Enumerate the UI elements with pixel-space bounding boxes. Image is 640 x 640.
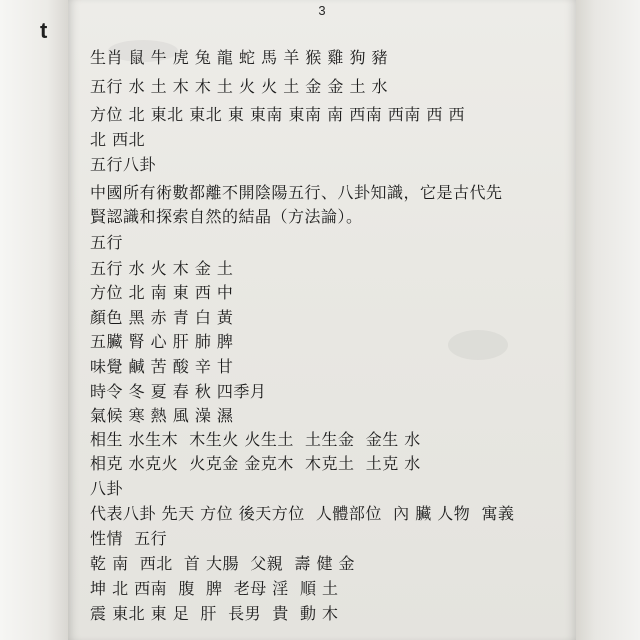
text-line: 方位 北 南 東 西 中 — [90, 283, 234, 302]
section-heading: 八卦 — [90, 479, 124, 498]
text-line: 味覺 鹹 苦 酸 辛 甘 — [90, 357, 234, 376]
right-background — [576, 0, 640, 640]
text-line: 生肖 鼠 牛 虎 兔 龍 蛇 馬 羊 猴 雞 狗 豬 — [90, 48, 389, 67]
section-heading: 五行 — [90, 233, 124, 252]
text-line: 時令 冬 夏 春 秋 四季月 — [90, 382, 267, 401]
text-line: 五行 水 土 木 木 土 火 火 土 金 金 土 水 — [90, 77, 389, 96]
document-page — [68, 0, 576, 640]
page-number: 3 — [318, 3, 326, 18]
text-line: 方位 北 東北 東北 東 東南 東南 南 西南 西南 西 西 — [90, 105, 465, 124]
text-line: 北 西北 — [90, 130, 146, 149]
text-line: 性情 五行 — [90, 529, 168, 548]
text-line: 代表八卦 先天 方位 後天方位 人體部位 內 臟 人物 寓義 — [90, 504, 515, 523]
left-background — [0, 0, 68, 640]
text-line: 中國所有術數都離不開陰陽五行、八卦知識，它是古代先 — [90, 183, 503, 202]
text-line: 乾 南 西北 首 大腸 父親 壽 健 金 — [90, 554, 356, 573]
text-line: 坤 北 西南 腹 脾 老母 淫 順 土 — [90, 579, 339, 598]
text-line: 顏色 黑 赤 青 白 黃 — [90, 308, 234, 327]
text-line: 震 東北 東 足 肝 長男 貴 動 木 — [90, 604, 339, 623]
section-heading: 五行八卦 — [90, 155, 157, 174]
text-line: 氣候 寒 熱 風 澡 濕 — [90, 406, 234, 425]
smudge — [448, 330, 508, 360]
text-line: 賢認識和探索自然的結晶（方法論）。 — [90, 207, 363, 226]
text-line: 相生 水生木 木生火 火生土 土生金 金生 水 — [90, 430, 421, 449]
text-line: 五行 水 火 木 金 土 — [90, 259, 234, 278]
edge-text-fragment: t — [40, 18, 48, 43]
text-line: 五臟 腎 心 肝 肺 脾 — [90, 332, 234, 351]
text-line: 相克 水克火 火克金 金克木 木克土 土克 水 — [90, 454, 421, 473]
